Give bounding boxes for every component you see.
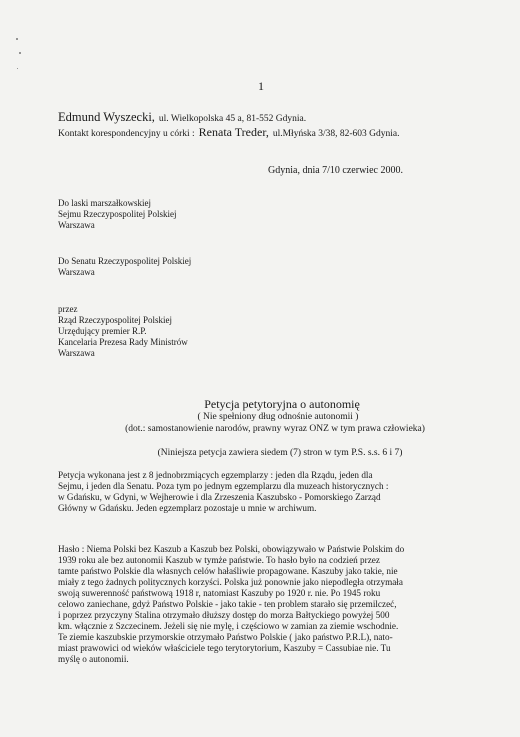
- contact-address: ul.Młyńska 3/38, 82-603 Gdynia.: [272, 129, 400, 139]
- paragraph-line: miast prawowici od wieków właściciele tego terytorytorium, Kaszuby = Cassubiae nie. Tu: [58, 643, 391, 653]
- paragraph-line: tamte państwo Polskie dla własnych celów hałaśliwie propagowane. Kaszuby jako takie, nie: [58, 566, 398, 576]
- paragraph-line: celowo zaniechane, gdyż Państwo Polskie - jako takie - ten problem starało się przemilczeć,: [58, 599, 397, 609]
- recipient-government: [58, 304, 188, 359]
- paragraph-slogan: [58, 544, 404, 665]
- petition-subject: (dot.: samostanowienie narodów, prawny wyraz ONZ w tym prawa człowieka): [125, 424, 425, 434]
- paragraph-line: Główny w Gdańsku. Jeden egzemplarz pozostaje u mnie w archiwum.: [58, 503, 317, 513]
- sender-address: ul. Wielkopolska 45 a, 81-552 Gdynia.: [158, 114, 307, 124]
- recipient-marshal: [58, 198, 177, 231]
- recipient-line: Rząd Rzeczypospolitej Polskiej: [58, 315, 172, 325]
- recipient-line: Sejmu Rzeczypospolitej Polskiej: [58, 209, 177, 219]
- petition-subtitle: ( Nie spełniony dług odnośnie autonomii ): [197, 412, 359, 422]
- paragraph-line: swoją suwerenność państwową 1918 r, natomiast Kaszuby po 1920 r. nie. Po 1945 roku: [58, 588, 381, 598]
- paragraph-line: Te ziemie kaszubskie przymorskie otrzymało Państwo Polskie ( jako państwo P.R.L), nato-: [58, 632, 393, 642]
- date-line: Gdynia, dnia 7/10 czerwiec 2000.: [268, 165, 403, 176]
- sender-line-2: [58, 123, 400, 141]
- recipient-line: Warszawa: [58, 267, 95, 277]
- recipient-line: Warszawa: [58, 348, 95, 358]
- recipient-line: Urzędujący premier R.P.: [58, 326, 147, 336]
- paragraph-line: w Gdańsku, w Gdyni, w Wejherowie i dla Zrzeszenia Kaszubsko - Pomorskiego Zarząd: [58, 492, 381, 502]
- paragraph-line: Petycja wykonana jest z 8 jednobrzmiących egzemplarzy : jeden dla Rządu, jeden dla: [58, 470, 373, 480]
- recipient-senate: [58, 256, 191, 278]
- paragraph-line: i poprzez przyczyny Stalina otrzymało dłuższy dostęp do morza Bałtyckiego powyżej 500: [58, 610, 390, 620]
- paragraph-line: miały z tego żadnych politycznych korzyści. Polska już ponownie jako niepodległa otrzymała: [58, 577, 403, 587]
- paragraph-line: km. włącznie z Szczecinem. Jeżeli się nie mylę, i częściowo w zamian za ziemie wschodnie.: [58, 621, 399, 631]
- scan-speck: [16, 38, 18, 40]
- recipient-line: Do Senatu Rzeczypospolitej Polskiej: [58, 256, 192, 266]
- recipient-line: Kancelaria Prezesa Rady Ministrów: [58, 337, 188, 347]
- contact-name: Renata Treder,: [198, 125, 269, 139]
- page-note-text: (Niniejsza petycja zawiera siedem (7) stron w tym P.S. s.s. 6 i 7): [157, 448, 403, 458]
- page-number: 1: [258, 79, 264, 93]
- petition-title: Petycja petytoryjna o autonomię: [204, 397, 360, 411]
- petition-title-block: [0, 398, 520, 435]
- scan-speck: [19, 52, 21, 54]
- paragraph-copies: [58, 470, 388, 514]
- recipient-line: Warszawa: [58, 220, 95, 230]
- paragraph-line: Hasło : Niema Polski bez Kaszub a Kaszub bez Polski, obowiązywało w Państwie Polskim do: [58, 544, 405, 554]
- paragraph-line: myślę o autonomii.: [58, 654, 129, 664]
- scan-speck: [17, 68, 18, 69]
- contact-label: Kontakt korespondencyjny u córki :: [58, 129, 195, 139]
- recipient-line: Do laski marszałkowskiej: [58, 198, 151, 208]
- recipient-line: przez: [58, 304, 78, 314]
- paragraph-line: Sejmu, i jeden dla Senatu. Poza tym po jednym egzemplarzu dla muzeach historycznych :: [58, 481, 389, 491]
- paragraph-line: 1939 roku ale bez autonomii Kaszub w tymże państwie. To hasło było na codzień przez: [58, 555, 380, 565]
- petition-page-note: [0, 448, 520, 458]
- sender-name: Edmund Wyszecki,: [58, 110, 155, 124]
